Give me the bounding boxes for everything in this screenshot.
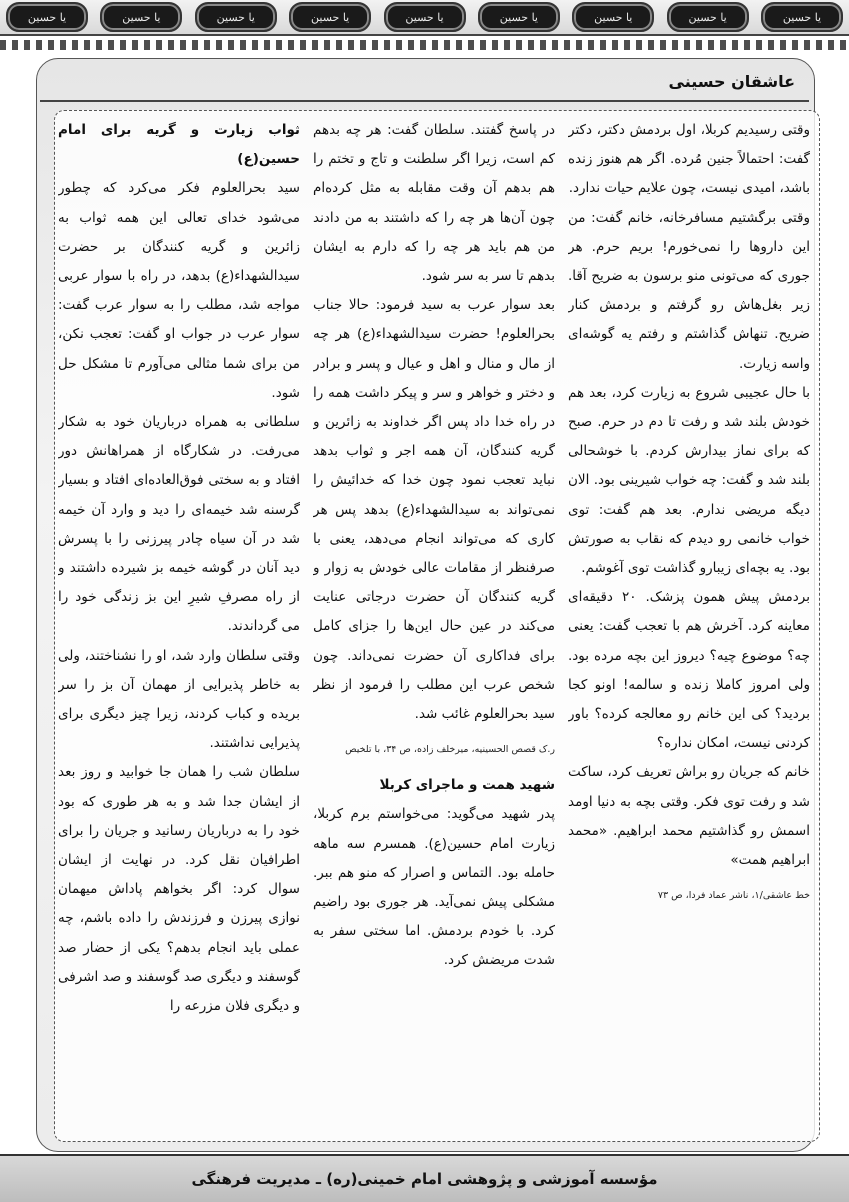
- ornament-cartouche: یا حسین: [6, 2, 88, 32]
- chain-ornament: [0, 40, 849, 50]
- ornament-cartouche: یا حسین: [100, 2, 182, 32]
- column-2: [313, 116, 555, 1136]
- paragraph: بردمش پیش همون پزشک. ۲۰ دقیقه‌ای معاینه کرد. آخرش هم با تعجب گفت: یعنی چه؟ موضوع چیه؟ دیروز این بچه مرده بود. ولی امروز کاملا زنده و سالمه! اونو کجا بردید؟ کی این خانم رو معالجه کرده؟ باور کردنی نیست، امکان نداره؟: [568, 589, 810, 752]
- paragraph: وقتی سلطان وارد شد، او را نشناختند، ولی به خاطر پذیرایی از مهمان آن بز را سر بریده و کباب کردند، زیرا چیز دیگری برای پذیرایی نداشتند.: [58, 647, 300, 752]
- article-heading: شهید همت و ماجرای کربلا: [379, 777, 555, 794]
- ornament-cartouche: یا حسین: [667, 2, 749, 32]
- column-1: [58, 116, 300, 1136]
- top-ornamental-border: [0, 0, 849, 36]
- paragraph: وقتی برگشتیم مسافرخانه، خانم گفت: من این داروها را نمی‌خورم! بریم حرم. هر جوری که می‌تونی منو برسون به ضریح آقا. زیر بغل‌هاش رو گرفتم و بردمش کنار ضریح. تنهاش گذاشتم و رفتم یه گوشه‌ای واسه زیارت.: [568, 209, 810, 372]
- paragraph: سلطانی به همراه درباریان خود به شکار می‌رفت. در شکارگاه از همراهانش دور افتاد و به سختی فوق‌العاده‌ای افتاد و بسیار گرسنه شد خیمه‌ای را دید و وارد آن خیمه شد در آن سیاه چادر پیرزنی را با پسرش دید آنان در گوشه خیمه بز شیرده داشتند و از راه مصرفِ شیرِ این بز زندگی خود را می گرداندند.: [58, 414, 300, 635]
- article-heading: ثواب زیارت و گریه برای امام حسین(ع): [58, 122, 300, 168]
- reference-note: ر.ک قصص الحسینیه، میرخلف زاده، ص ۳۴، با تلخیص: [345, 744, 555, 756]
- paragraph: با حال عجیبی شروع به زیارت کرد، بعد هم خودش بلند شد و رفت تا دم در حرم. صبح که برای نماز بیدارش کردم. با خوشحالی بلند شد و گفت: چه خواب شیرینی بود. الان دیگه مریضی ندارم. بعد هم گفت: توی خواب خانمی رو دیدم که نقاب به صورتش بود. یه بچه‌ای زیبارو گذاشت توی آغوشم.: [568, 384, 810, 577]
- ornament-cartouche: یا حسین: [195, 2, 277, 32]
- section-header: [40, 62, 809, 102]
- reference-note: خط عاشقی/۱، ناشر عماد فردا، ص ۷۳: [657, 890, 810, 902]
- paragraph: بعد سوار عرب به سید فرمود: حالا جناب بحرالعلوم! حضرت سیدالشهداء(ع) هر چه از مال و منال و اهل و عیال و پسر و برادر و دختر و خواهر و سر و پیکر داشت همه را در راه خدا داد پس اگر خداوند به زائرین و گریه کنندگان، آن همه اجر و ثواب بدهد نباید تعجب نمود چون خدا که خدائیش را نمی‌تواند به سیدالشهداء(ع) بدهد پس هر کاری که می‌تواند انجام می‌دهد، یعنی با صرفنظر از مقامات عالی خودش به زوار و گریه کنندگان آن حضرت درجاتی عنایت می‌کند در عین حال این‌ها را جزای کامل برای فداکاری آن حضرت نمی‌داند. چون شخص عرب این مطلب را فرمود از نظر سید بحرالعلوم غائب شد.: [313, 297, 555, 723]
- column-3: [568, 116, 810, 1136]
- footer-text: مؤسسه آموزشی و پژوهشی امام خمینی(ره) ـ مدیریت فرهنگی: [191, 1170, 658, 1188]
- ornament-cartouche: یا حسین: [289, 2, 371, 32]
- paragraph: در پاسخ گفتند. سلطان گفت: هر چه بدهم کم است، زیرا اگر سلطنت و تاج و تختم را هم بدهم آن وقت مقابله به مثل کرده‌ام چون آن‌ها هر چه را که داشتند به من دادند من هم باید هر چه را که دارم به ایشان بدهم تا سر به سر شود.: [313, 122, 555, 285]
- section-title: عاشقان حسینی: [668, 71, 795, 91]
- paragraph: خانم که جریان رو براش تعریف کرد، ساکت شد و رفت توی فکر. وقتی بچه به دنیا اومد اسمش رو گذاشتیم محمد ابراهیم. «محمد ابراهیم همت»: [568, 764, 810, 869]
- paragraph: پدر شهید می‌گوید: می‌خواستم برم کربلا، زیارت امام حسین(ع). همسرم سه ماهه حامله بود. التماس و اصرار که منو هم ببر. مشکلی پیش نمی‌آید. هر جوری بود راضیم کرد. با خودم بردمش. اما سختی سفر به شدت مریضش کرد.: [313, 806, 555, 969]
- paragraph: سید بحرالعلوم فکر می‌کرد که چطور می‌شود خدای تعالی این همه ثواب به زائرین و گریه کنندگان بر حضرت سیدالشهداء(ع) بدهد، در راه با سوار عربی مواجه شد، مطلب را به سوار عرب گفت: سوار عرب در جواب او گفت: تعجب نکن، من برای شما مثالی می‌آورم تا مشکل حل شود.: [58, 180, 300, 401]
- ornament-cartouche: یا حسین: [478, 2, 560, 32]
- paragraph: سلطان شب را همان جا خوابید و روز بعد از ایشان جدا شد و به هر طوری که بود خود را به درباریان رسانید و جریان را برای اطرافیان نقل کرد. در نهایت از ایشان سوال کرد: اگر بخواهم پاداش میهمان نوازی پیرزن و فرزندش را داده باشم، چه عملی باید انجام بدهم؟ یکی از حضار صد گوسفند و دیگری صد گوسفند و صد اشرفی و دیگری فلان مزرعه را: [58, 764, 300, 1015]
- ornament-cartouche: یا حسین: [572, 2, 654, 32]
- ornament-cartouche: یا حسین: [384, 2, 466, 32]
- paragraph: وقتی رسیدیم کربلا، اول بردمش دکتر، دکتر گفت: احتمالاً جنین مُرده. اگر هم هنوز زنده باشد، امیدی نیست، چون علایم حیات ندارد.: [568, 122, 810, 197]
- ornament-cartouche: یا حسین: [761, 2, 843, 32]
- article-columns: [58, 116, 810, 1136]
- footer-bar: [0, 1154, 849, 1202]
